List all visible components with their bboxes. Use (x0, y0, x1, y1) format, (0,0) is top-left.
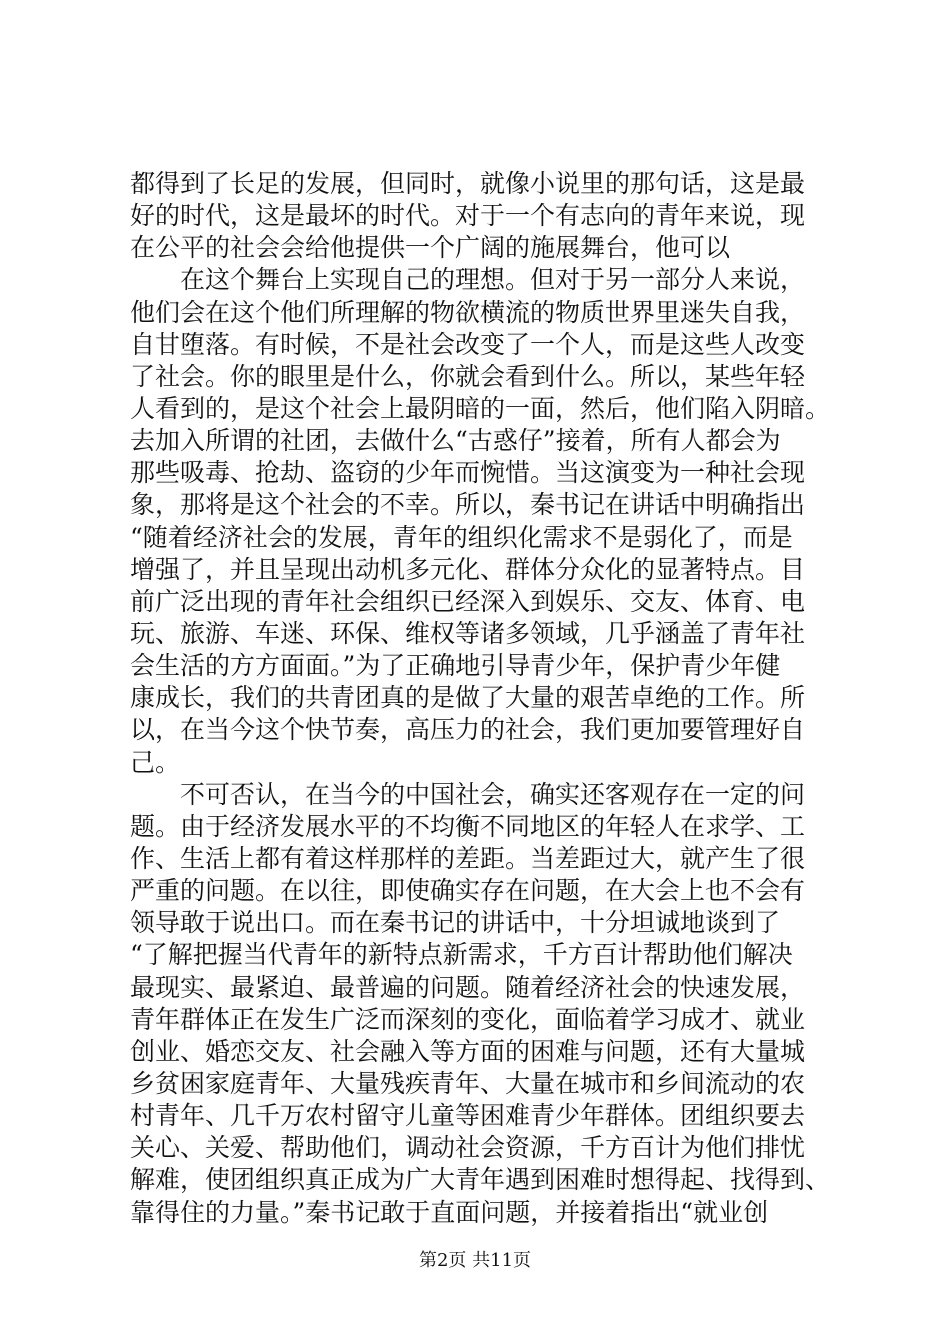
text-line: 关心、关爱、帮助他们，调动社会资源，千方百计为他们排忧 (130, 1133, 806, 1163)
text-line: 靠得住的力量。”秦书记敢于直面问题，并接着指出“就业创 (130, 1197, 769, 1227)
text-line: 玩、旅游、车迷、环保、维权等诸多领域，几乎涵盖了青年社 (130, 618, 806, 648)
text-line: 严重的问题。在以往，即使确实存在问题，在大会上也不会有 (130, 876, 806, 906)
text-line: 都得到了长足的发展，但同时，就像小说里的那句话，这是最 (130, 169, 806, 198)
text-line: 了社会。你的眼里是什么，你就会看到什么。所以，某些年轻 (130, 361, 806, 391)
text-line: 在公平的社会会给他提供一个广阔的施展舞台，他可以 (130, 233, 731, 263)
text-line: 人看到的，是这个社会上最阴暗的一面，然后，他们陷入阴暗。 (130, 393, 831, 423)
text-line: 村青年、几千万农村留守儿童等困难青少年群体。团组织要去 (130, 1101, 806, 1131)
text-line: 他们会在这个他们所理解的物欲横流的物质世界里迷失自我， (130, 297, 806, 327)
text-line: 青年群体正在发生广泛而深刻的变化，面临着学习成才、就业 (130, 1004, 806, 1034)
text-line: 创业、婚恋交友、社会融入等方面的困难与问题，还有大量城 (130, 1036, 806, 1066)
body-text (130, 168, 830, 1229)
text-line: 领导敢于说出口。而在秦书记的讲话中，十分坦诚地谈到了 (130, 908, 781, 938)
text-line: 解难，使团组织真正成为广大青年遇到困难时想得起、找得到、 (130, 1165, 831, 1195)
text-line: 那些吸毒、抢劫、盗窃的少年而惋惜。当这演变为一种社会现 (130, 458, 806, 488)
text-line: 增强了，并且呈现出动机多元化、群体分众化的显著特点。目 (130, 554, 806, 584)
page-number-footer: 第2页 共11页 (418, 1250, 532, 1271)
text-line: 题。由于经济发展水平的不均衡不同地区的年轻人在求学、工 (130, 811, 806, 841)
text-line: 己。 (130, 747, 181, 777)
text-line: 象，那将是这个社会的不幸。所以，秦书记在讲话中明确指出 (130, 490, 806, 520)
text-line: 最现实、最紧迫、最普遍的问题。随着经济社会的快速发展， (130, 972, 806, 1002)
text-line: “了解把握当代青年的新特点新需求，千方百计帮助他们解决 (130, 940, 793, 970)
text-line: “随着经济社会的发展，青年的组织化需求不是弱化了，而是 (130, 522, 793, 552)
text-line: 康成长，我们的共青团真的是做了大量的艰苦卓绝的工作。所 (130, 683, 806, 713)
text-line: 好的时代，这是最坏的时代。对于一个有志向的青年来说，现 (130, 201, 806, 231)
text-line: 以，在当今这个快节奏，高压力的社会，我们更加要管理好自 (130, 715, 806, 745)
text-line: 前广泛出现的青年社会组织已经深入到娱乐、交友、体育、电 (130, 586, 806, 616)
text-line: 在这个舞台上实现自己的理想。但对于另一部分人来说， (130, 265, 806, 295)
text-line: 作、生活上都有着这样那样的差距。当差距过大，就产生了很 (130, 843, 806, 873)
text-line: 会生活的方方面面。”为了正确地引导青少年，保护青少年健 (130, 651, 781, 681)
text-line: 乡贫困家庭青年、大量残疾青年、大量在城市和乡间流动的农 (130, 1068, 806, 1098)
text-line: 自甘堕落。有时候，不是社会改变了一个人，而是这些人改变 (130, 329, 806, 359)
text-line: 不可否认，在当今的中国社会，确实还客观存在一定的问 (130, 779, 806, 809)
text-line: 去加入所谓的社团，去做什么“古惑仔”接着，所有人都会为 (130, 426, 781, 456)
